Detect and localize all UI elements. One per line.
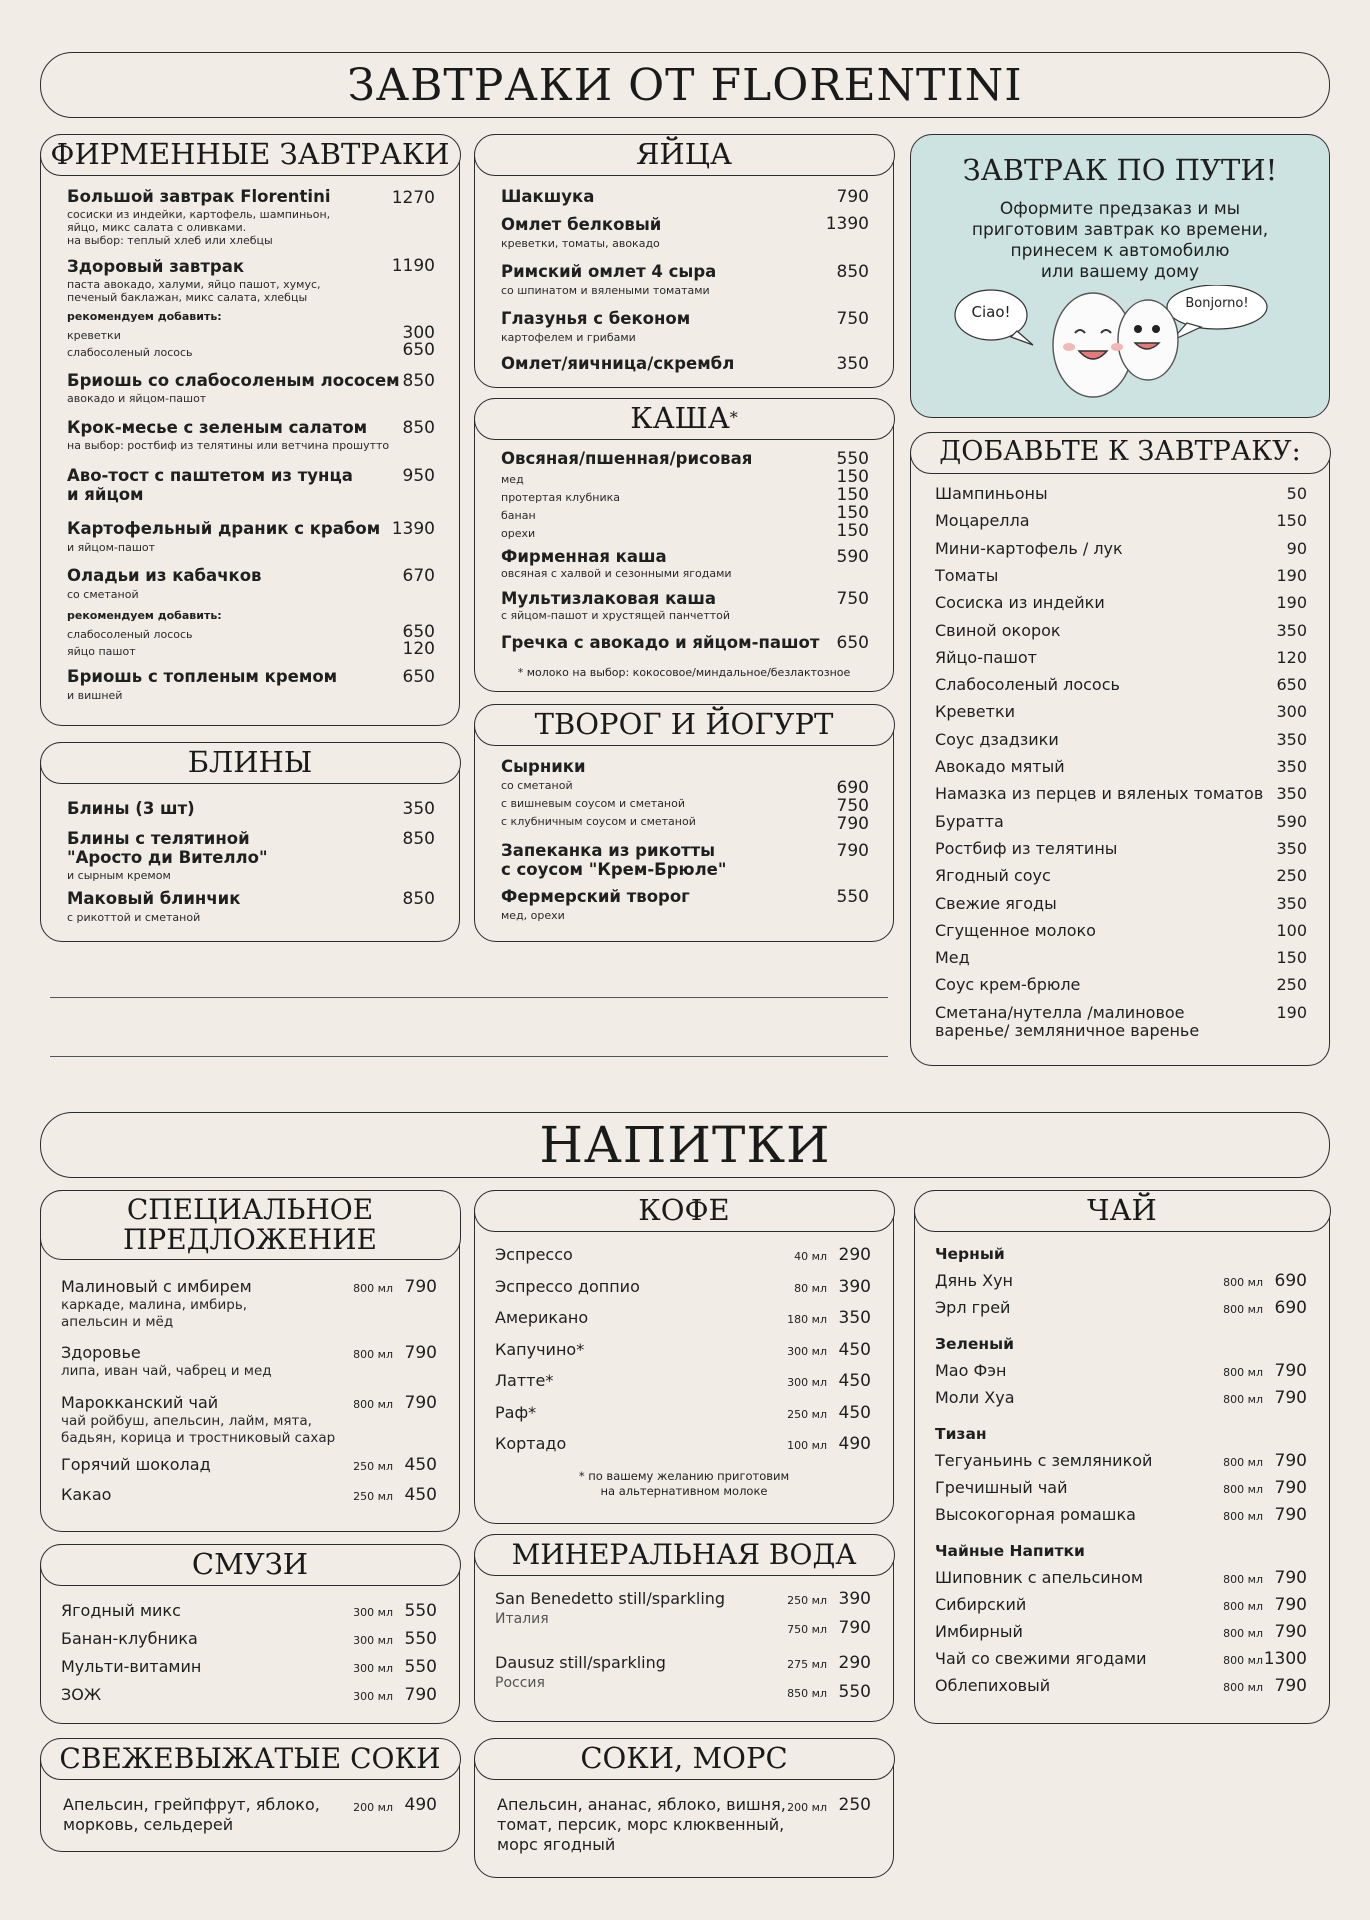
divider-line bbox=[50, 1056, 888, 1057]
item-name: Блины с телятиной "Аросто ди Вителло" bbox=[67, 829, 268, 867]
addon-name: Свежие ягоды bbox=[935, 893, 1057, 913]
item-desc: и вишней bbox=[67, 689, 123, 702]
recommend-label: рекомендуем добавить: bbox=[67, 310, 222, 323]
tea-group-label: Черный bbox=[935, 1245, 1005, 1263]
drink-price: 790 bbox=[404, 1277, 437, 1297]
drink-name: Мао Фэн bbox=[935, 1361, 1007, 1380]
item-desc: со сметаной с вишневым соусом и сметаной с клубничным соусом и сметаной bbox=[501, 779, 696, 828]
drink-volume: 300 мл bbox=[353, 1634, 393, 1647]
drink-price: 1300 bbox=[1263, 1649, 1307, 1669]
drink-volume: 800 мл bbox=[1223, 1681, 1263, 1694]
item-desc: на выбор: ростбиф из телятины или ветчина прошутто bbox=[67, 439, 390, 452]
water-volume: 750 мл bbox=[787, 1623, 827, 1636]
item-desc: со сметаной bbox=[67, 588, 139, 601]
recommend-prices: 650 120 bbox=[402, 622, 435, 659]
item-desc: мед протертая клубника банан орехи bbox=[501, 473, 621, 540]
item-name: Шакшука bbox=[501, 187, 595, 206]
drink-price: 790 bbox=[1274, 1388, 1307, 1408]
drink-volume: 800 мл bbox=[1223, 1573, 1263, 1586]
item-name: Мультизлаковая каша bbox=[501, 589, 717, 608]
addon-price: 350 bbox=[1276, 838, 1307, 858]
pancakes-title: БЛИНЫ bbox=[40, 742, 461, 784]
drink-volume: 800 мл bbox=[1223, 1627, 1263, 1640]
drink-name: Здоровье bbox=[61, 1343, 141, 1362]
addon-name: Соус крем-брюле bbox=[935, 975, 1081, 995]
drink-price: 290 bbox=[838, 1245, 871, 1265]
item-price: 850 bbox=[402, 829, 435, 849]
addon-name: Слабосоленый лосось bbox=[935, 675, 1120, 695]
addon-price: 250 bbox=[1276, 975, 1307, 995]
smoothie-section bbox=[40, 1544, 460, 1724]
addon-price: 50 bbox=[1286, 484, 1307, 503]
drink-desc: каркаде, малина, имбирь, апельсин и мёд bbox=[61, 1297, 248, 1330]
drink-volume: 800 мл bbox=[1223, 1654, 1263, 1667]
item-price: 850 bbox=[402, 371, 435, 391]
addon-price: 250 bbox=[1276, 866, 1307, 886]
drink-name: Эспрессо bbox=[495, 1245, 573, 1264]
juice-title: СОКИ, МОРС bbox=[474, 1738, 895, 1780]
item-name: Оладьи из кабачков bbox=[67, 566, 262, 585]
item-price: 350 bbox=[836, 354, 869, 374]
water-price: 790 bbox=[838, 1618, 871, 1638]
water-title: МИНЕРАЛЬНАЯ ВОДА bbox=[474, 1534, 895, 1576]
drink-volume: 40 мл bbox=[794, 1250, 827, 1263]
drink-name: Горячий шоколад bbox=[61, 1455, 211, 1474]
drink-volume: 800 мл bbox=[1223, 1456, 1263, 1469]
drink-volume: 800 мл bbox=[1223, 1483, 1263, 1496]
drinks-banner bbox=[40, 1112, 1330, 1178]
item-price: 590 bbox=[836, 547, 869, 567]
drink-volume: 300 мл bbox=[353, 1690, 393, 1703]
drink-name: Моли Хуа bbox=[935, 1388, 1015, 1407]
drink-name: Ягодный микс bbox=[61, 1601, 181, 1620]
item-name: Маковый блинчик bbox=[67, 889, 241, 908]
recommend-prices: 300 650 bbox=[402, 323, 435, 360]
special-title: СПЕЦИАЛЬНОЕ ПРЕДЛОЖЕНИЕ bbox=[40, 1190, 461, 1260]
curd-title: ТВОРОГ И ЙОГУРТ bbox=[474, 704, 895, 746]
drink-name: Чай со свежими ягодами bbox=[935, 1649, 1147, 1668]
item-price: 670 bbox=[402, 566, 435, 586]
drink-price: 450 bbox=[838, 1339, 871, 1360]
recommend-label: рекомендуем добавить: bbox=[67, 609, 222, 622]
item-price: 550 150 150 150 150 bbox=[836, 449, 869, 541]
porridge-title-text: КАША bbox=[630, 401, 730, 436]
item-name: Крок-месье с зеленым салатом bbox=[67, 418, 368, 437]
item-price: 790 bbox=[836, 187, 869, 207]
drink-volume: 100 мл bbox=[787, 1439, 827, 1452]
item-name: Фермерский творог bbox=[501, 887, 690, 906]
addons-title: ДОБАВЬТЕ К ЗАВТРАКУ: bbox=[910, 432, 1331, 474]
drink-name: Высокогорная ромашка bbox=[935, 1505, 1136, 1524]
drink-name: Тегуаньинь с земляникой bbox=[935, 1451, 1153, 1470]
addon-price: 190 bbox=[1276, 565, 1307, 585]
juice-name: Апельсин, ананас, яблоко, вишня, томат, персик, морс клюквенный, морс ягодный bbox=[497, 1795, 786, 1854]
drink-name: Кортадо bbox=[495, 1434, 567, 1453]
addon-price: 350 bbox=[1276, 620, 1307, 640]
coffee-note: * по вашему желанию приготовим на альтернативном молоке bbox=[578, 1469, 790, 1498]
drink-name: Банан-клубника bbox=[61, 1629, 198, 1648]
water-price: 390 bbox=[838, 1589, 871, 1609]
bubble-ciao: Ciao! bbox=[971, 303, 1011, 321]
drink-volume: 800 мл bbox=[1223, 1600, 1263, 1613]
addon-name: Ягодный соус bbox=[935, 866, 1051, 886]
item-price: 690 750 790 bbox=[836, 778, 869, 834]
recommend-lines: креветки слабосоленый лосось bbox=[67, 329, 193, 359]
item-name: Запеканка из рикотты с соусом "Крем-Брюле" bbox=[501, 841, 727, 879]
water-origin: Россия bbox=[495, 1675, 545, 1691]
water-section bbox=[474, 1534, 894, 1722]
fresh-title: СВЕЖЕВЫЖАТЫЕ СОКИ bbox=[40, 1738, 461, 1780]
coffee-title: КОФЕ bbox=[474, 1190, 895, 1232]
item-price: 750 bbox=[836, 309, 869, 329]
special-section bbox=[40, 1190, 460, 1532]
item-price: 850 bbox=[836, 262, 869, 282]
drink-name: Эспрессо доппио bbox=[495, 1276, 640, 1296]
drink-price: 790 bbox=[1274, 1361, 1307, 1381]
item-name: Аво-тост с паштетом из тунца и яйцом bbox=[67, 466, 353, 504]
tea-group-label: Чайные Напитки bbox=[935, 1542, 1085, 1560]
drink-volume: 250 мл bbox=[353, 1460, 393, 1473]
drink-price: 490 bbox=[838, 1434, 871, 1454]
drink-price: 790 bbox=[1274, 1451, 1307, 1471]
fresh-volume: 200 мл bbox=[353, 1801, 393, 1814]
drink-name: Шиповник с апельсином bbox=[935, 1568, 1143, 1587]
addon-name: Мини-картофель / лук bbox=[935, 538, 1123, 558]
juice-price: 250 bbox=[838, 1795, 871, 1815]
addon-price: 190 bbox=[1276, 1002, 1307, 1022]
drink-volume: 300 мл bbox=[353, 1606, 393, 1619]
drink-price: 790 bbox=[404, 1343, 437, 1363]
breakfast-banner bbox=[40, 52, 1330, 118]
addon-price: 590 bbox=[1276, 811, 1307, 831]
addon-name: Соус дзадзики bbox=[935, 729, 1059, 749]
addon-name: Свиной окорок bbox=[935, 620, 1061, 640]
drinks-title: НАПИТКИ bbox=[539, 1116, 831, 1174]
water-origin: Италия bbox=[495, 1611, 549, 1627]
drink-price: 790 bbox=[1274, 1568, 1307, 1588]
drink-desc: липа, иван чай, чабрец и мед bbox=[61, 1363, 272, 1379]
item-name: Омлет белковый bbox=[501, 215, 662, 234]
curd-section bbox=[474, 704, 894, 942]
item-desc: картофелем и грибами bbox=[501, 331, 636, 344]
drink-price: 550 bbox=[404, 1601, 437, 1621]
water-price: 550 bbox=[838, 1682, 871, 1702]
drink-name: Раф* bbox=[495, 1402, 537, 1422]
water-volume: 275 мл bbox=[787, 1658, 827, 1671]
drink-name: Гречишный чай bbox=[935, 1478, 1068, 1497]
addon-name: Мед bbox=[935, 948, 970, 968]
promo-title: ЗАВТРАК ПО ПУТИ! bbox=[962, 153, 1278, 187]
item-name: Овсяная/пшенная/рисовая bbox=[501, 449, 753, 468]
juice-volume: 200 мл bbox=[787, 1801, 827, 1814]
item-desc: и сырным кремом bbox=[67, 869, 171, 882]
porridge-section bbox=[474, 398, 894, 692]
item-price: 750 bbox=[836, 589, 869, 609]
drink-name: Американо bbox=[495, 1308, 589, 1327]
fresh-section bbox=[40, 1738, 460, 1852]
item-desc: креветки, томаты, авокадо bbox=[501, 237, 660, 250]
drink-price: 690 bbox=[1274, 1271, 1307, 1291]
addon-name: Сметана/нутелла /малиновое варенье/ земляничное варенье bbox=[935, 1002, 1200, 1040]
water-price: 290 bbox=[838, 1653, 871, 1673]
drink-name: ЗОЖ bbox=[61, 1685, 102, 1704]
item-name: Блины (3 шт) bbox=[67, 799, 195, 818]
item-name: Гречка с авокадо и яйцом-пашот bbox=[501, 633, 820, 652]
drink-volume: 800 мл bbox=[1223, 1303, 1263, 1316]
drink-price: 790 bbox=[1274, 1505, 1307, 1525]
tea-section bbox=[914, 1190, 1330, 1724]
item-price: 1270 bbox=[391, 188, 435, 208]
drink-price: 790 bbox=[1274, 1478, 1307, 1498]
drink-price: 790 bbox=[1274, 1595, 1307, 1615]
drink-price: 450 bbox=[838, 1371, 871, 1391]
addon-name: Авокадо мятый bbox=[935, 757, 1065, 776]
porridge-title-mark: * bbox=[729, 408, 738, 428]
divider-line bbox=[50, 997, 888, 998]
drink-volume: 800 мл bbox=[353, 1282, 393, 1295]
item-name: Фирменная каша bbox=[501, 547, 667, 566]
drink-volume: 300 мл bbox=[353, 1662, 393, 1675]
drink-volume: 80 мл bbox=[794, 1281, 827, 1295]
drink-price: 790 bbox=[404, 1685, 437, 1705]
drink-desc: чай ройбуш, апельсин, лайм, мята, бадьян, корица и тростниковый сахар bbox=[61, 1413, 336, 1446]
eggs-section bbox=[474, 134, 894, 388]
addon-name: Яйцо-пашот bbox=[935, 647, 1037, 667]
drink-name: Капучино* bbox=[495, 1339, 585, 1359]
drink-price: 450 bbox=[838, 1402, 871, 1423]
drink-price: 790 bbox=[1274, 1622, 1307, 1642]
item-name: Омлет/яичница/скрембл bbox=[501, 354, 735, 373]
drink-name: Сибирский bbox=[935, 1595, 1027, 1614]
drink-volume: 300 мл bbox=[787, 1376, 827, 1389]
pancakes-section bbox=[40, 742, 460, 942]
drink-volume: 800 мл bbox=[1223, 1510, 1263, 1523]
drink-name: Латте* bbox=[495, 1371, 554, 1390]
drink-price: 390 bbox=[838, 1276, 871, 1297]
drink-price: 690 bbox=[1274, 1298, 1307, 1318]
addon-name: Ростбиф из телятины bbox=[935, 838, 1118, 858]
water-volume: 250 мл bbox=[787, 1594, 827, 1607]
drink-volume: 800 мл bbox=[353, 1398, 393, 1411]
water-name: San Benedetto still/sparkling bbox=[495, 1589, 726, 1608]
item-desc: мед, орехи bbox=[501, 909, 565, 922]
addon-name: Сгущенное молоко bbox=[935, 920, 1096, 940]
item-price: 350 bbox=[402, 799, 435, 819]
item-desc: со шпинатом и вялеными томатами bbox=[501, 284, 710, 297]
promo-card bbox=[910, 134, 1330, 418]
addon-name: Моцарелла bbox=[935, 511, 1030, 531]
addon-price: 350 bbox=[1276, 729, 1307, 749]
item-name: Картофельный драник с крабом bbox=[67, 519, 381, 538]
item-desc: сосиски из индейки, картофель, шампиньон, яйцо, микс салата с оливками. на выбор: теплый хлеб или хлебцы bbox=[67, 208, 331, 247]
drink-volume: 800 мл bbox=[1223, 1276, 1263, 1289]
drink-volume: 800 мл bbox=[1223, 1393, 1263, 1406]
eggs-title: ЯЙЦА bbox=[474, 134, 895, 176]
coffee-section bbox=[474, 1190, 894, 1524]
item-desc: овсяная с халвой и сезонными ягодами bbox=[501, 567, 732, 580]
addon-price: 350 bbox=[1276, 893, 1307, 913]
drink-price: 550 bbox=[404, 1657, 437, 1677]
addon-price: 150 bbox=[1276, 511, 1307, 531]
fresh-price: 490 bbox=[404, 1795, 437, 1815]
item-desc: с яйцом-пашот и хрустящей панчеттой bbox=[501, 609, 731, 622]
drink-volume: 800 мл bbox=[353, 1348, 393, 1361]
addon-price: 150 bbox=[1276, 948, 1307, 968]
drink-name: Дянь Хун bbox=[935, 1271, 1013, 1290]
promo-text: Оформите предзаказ и мы приготовим завтрак ко времени, принесем к автомобилю или вашему дому bbox=[971, 199, 1269, 282]
item-name: Бриошь с топленым кремом bbox=[67, 667, 338, 686]
item-name: Бриошь со слабосоленым лососем bbox=[67, 371, 400, 390]
drink-name: Мульти-витамин bbox=[61, 1657, 202, 1676]
porridge-note: * молоко на выбор: кокосовое/миндальное/безлактозное bbox=[517, 666, 851, 679]
drink-price: 450 bbox=[404, 1485, 437, 1505]
drink-price: 790 bbox=[1274, 1676, 1307, 1696]
drink-name: Облепиховый bbox=[935, 1676, 1051, 1695]
addon-name: Сосиска из индейки bbox=[935, 593, 1105, 613]
item-price: 550 bbox=[836, 887, 869, 907]
item-price: 1390 bbox=[391, 519, 435, 539]
item-price: 650 bbox=[836, 633, 869, 653]
water-volume: 850 мл bbox=[787, 1687, 827, 1700]
item-price: 650 bbox=[402, 667, 435, 687]
bubble-bonjorno: Bonjorno! bbox=[1185, 296, 1249, 311]
item-name: Большой завтрак Florentini bbox=[67, 187, 331, 206]
item-desc: паста авокадо, халуми, яйцо пашот, хумус, печеный баклажан, микс салата, хлебцы bbox=[67, 278, 321, 304]
recommend-lines: слабосоленый лосось яйцо пашот bbox=[67, 628, 193, 658]
juice-section bbox=[474, 1738, 894, 1878]
addon-price: 100 bbox=[1276, 920, 1307, 940]
item-desc: авокадо и яйцом-пашот bbox=[67, 392, 207, 405]
drink-price: 450 bbox=[404, 1455, 437, 1475]
drink-price: 790 bbox=[404, 1393, 437, 1413]
item-price: 950 bbox=[402, 466, 435, 486]
drink-volume: 250 мл bbox=[353, 1490, 393, 1503]
drink-name: Эрл грей bbox=[935, 1298, 1011, 1317]
addon-price: 350 bbox=[1276, 757, 1307, 776]
fresh-name: Апельсин, грейпфрут, яблоко, морковь, сельдерей bbox=[63, 1795, 320, 1834]
signature-section bbox=[40, 134, 460, 726]
drink-volume: 800 мл bbox=[1223, 1366, 1263, 1379]
item-price: 1190 bbox=[391, 256, 435, 276]
addon-price: 350 bbox=[1276, 784, 1307, 804]
drink-price: 550 bbox=[404, 1629, 437, 1649]
addons-section bbox=[910, 432, 1330, 1066]
smoothie-title: СМУЗИ bbox=[40, 1544, 461, 1586]
drink-volume: 250 мл bbox=[787, 1407, 827, 1421]
addon-price: 190 bbox=[1276, 593, 1307, 613]
addon-price: 90 bbox=[1286, 538, 1307, 558]
item-price: 1390 bbox=[825, 214, 869, 234]
item-desc: с рикоттой и сметаной bbox=[67, 911, 201, 924]
drink-name: Имбирный bbox=[935, 1622, 1023, 1641]
addon-name: Буратта bbox=[935, 811, 1004, 831]
tea-group-label: Тизан bbox=[935, 1425, 987, 1443]
tea-group-label: Зеленый bbox=[935, 1335, 1014, 1353]
item-price: 850 bbox=[402, 889, 435, 909]
drink-volume: 180 мл bbox=[787, 1313, 827, 1326]
tea-title: ЧАЙ bbox=[914, 1190, 1331, 1232]
item-name: Сырники bbox=[501, 757, 586, 776]
drink-name: Малиновый с имбирем bbox=[61, 1277, 252, 1296]
addon-name: Шампиньоны bbox=[935, 484, 1048, 503]
item-name: Глазунья с беконом bbox=[501, 309, 691, 328]
signature-title: ФИРМЕННЫЕ ЗАВТРАКИ bbox=[40, 134, 461, 176]
drink-volume: 300 мл bbox=[787, 1344, 827, 1358]
addon-price: 650 bbox=[1276, 675, 1307, 695]
addon-name: Томаты bbox=[935, 565, 999, 585]
porridge-title bbox=[474, 398, 895, 440]
water-name: Dausuz still/sparkling bbox=[495, 1653, 666, 1672]
drink-name: Марокканский чай bbox=[61, 1393, 219, 1412]
item-price: 850 bbox=[402, 418, 435, 438]
addon-name: Намазка из перцев и вяленых томатов bbox=[935, 784, 1264, 804]
item-name: Римский омлет 4 сыра bbox=[501, 262, 717, 281]
addon-name: Креветки bbox=[935, 702, 1016, 722]
breakfast-title: ЗАВТРАКИ ОТ FLORENTINI bbox=[347, 59, 1023, 111]
item-price: 790 bbox=[836, 841, 869, 861]
item-name: Здоровый завтрак bbox=[67, 257, 245, 276]
drink-price: 350 bbox=[838, 1308, 871, 1328]
addon-price: 120 bbox=[1276, 647, 1307, 667]
drink-name: Какао bbox=[61, 1485, 112, 1504]
item-desc: и яйцом-пашот bbox=[67, 541, 156, 554]
addon-price: 300 bbox=[1276, 702, 1307, 722]
